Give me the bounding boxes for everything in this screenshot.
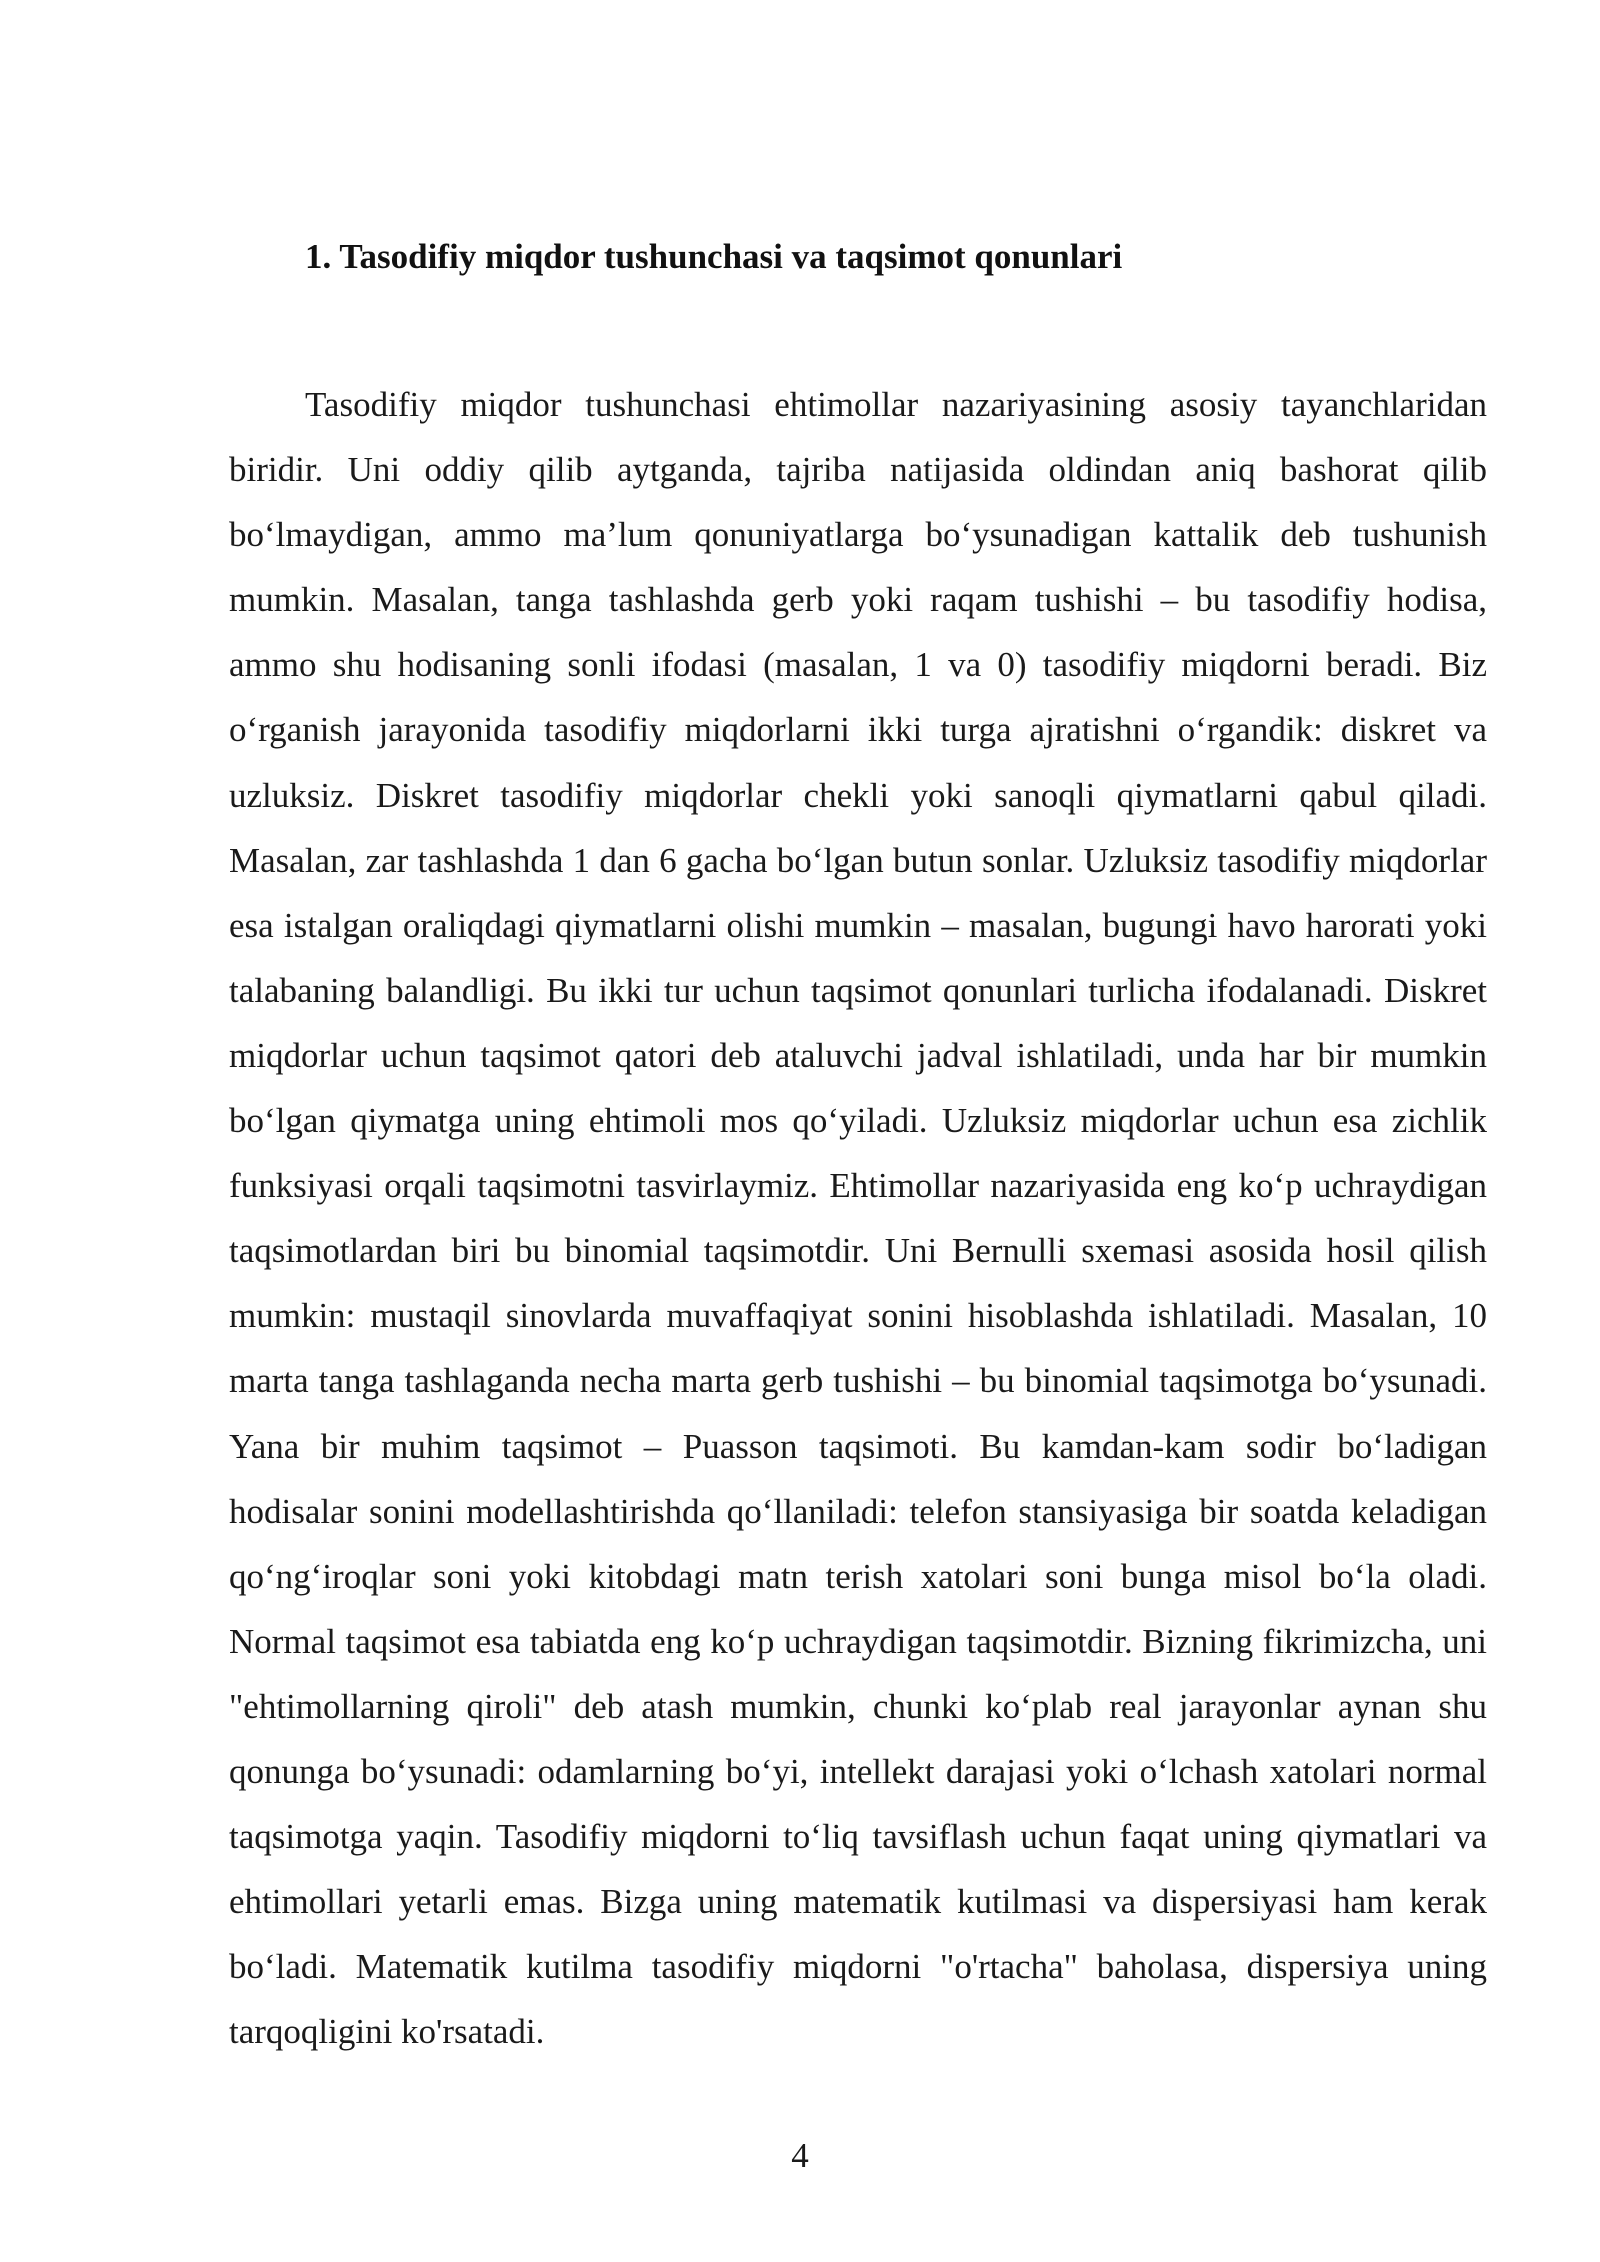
body-paragraph: Tasodifiy miqdor tushunchasi ehtimollar nazariyasining asosiy tayanchlaridan biridir. Uni oddiy qilib aytganda, tajriba natijasida oldindan aniq bashorat qilib bo‘lmaydigan, ammo ma’lum qonuniyatlarga bo‘ysunadigan kattalik deb tushunish mumkin. Masalan, tanga tashlashda gerb yoki raqam tushishi – bu tasodifiy hodisa, ammo shu hodisaning sonli ifodasi (masalan, 1 va 0) tasodifiy miqdorni beradi. Biz o‘rganish jarayonida tasodifiy miqdorlarni ikki turga ajratishni o‘rgandik: diskret va uzluksiz. Diskret tasodifiy miqdorlar chekli yoki sanoqli qiymatlarni qabul qiladi. Masalan, zar tashlashda 1 dan 6 gacha bo‘lgan butun sonlar. Uzluksiz tasodifiy miqdorlar esa istalgan oraliqdagi qiymatlarni olishi mumkin – masalan, bugungi havo harorati yoki talabaning balandligi. Bu ikki tur uchun taqsimot qonunlari turlicha ifodalanadi. Diskret miqdorlar uchun taqsimot qatori deb ataluvchi jadval ishlatiladi, unda har bir mumkin bo‘lgan qiymatga uning ehtimoli mos qo‘yiladi. Uzluksiz miqdorlar uchun esa zichlik funksiyasi orqali taqsimotni tasvirlaymiz. Ehtimollar nazariyasida eng ko‘p uchraydigan taqsimotlardan biri bu binomial taqsimotdir. Uni Bernulli sxemasi asosida hosil qilish mumkin: mustaqil sinovlarda muvaffaqiyat sonini hisoblashda ishlatiladi. Masalan, 10 marta tanga tashlaganda necha marta gerb tushishi – bu binomial taqsimotga bo‘ysunadi. Yana bir muhim taqsimot – Puasson taqsimoti. Bu kamdan-kam sodir bo‘ladigan hodisalar sonini modellashtirishda qo‘llaniladi: telefon stansiyasiga bir soatda keladigan qo‘ng‘iroqlar soni yoki kitobdagi matn terish xatolari soni bunga misol bo‘la oladi. Normal taqsimot esa tabiatda eng ko‘p uchraydigan taqsimotdir. Bizning fikrimizcha, uni "ehtimollarning qiroli" deb atash mumkin, chunki ko‘plab real jarayonlar aynan shu qonunga bo‘ysunadi: odamlarning bo‘yi, intellekt darajasi yoki o‘lchash xatolari normal taqsimotga yaqin. Tasodifiy miqdorni to‘liq tavsiflash uchun faqat uning qiymatlari va ehtimollari yetarli emas. Bizga uning matematik kutilmasi va dispersiyasi ham kerak bo‘ladi. Matematik kutilma tasodifiy miqdorni "o'rtacha" baholasa, dispersiya uning tarqoqligini ko'rsatadi. <box>229 385 1487 2052</box>
page-number: 4 <box>791 2136 809 2175</box>
section-heading: 1. Tasodifiy miqdor tushunchasi va taqsimot qonunlari <box>305 237 1123 276</box>
